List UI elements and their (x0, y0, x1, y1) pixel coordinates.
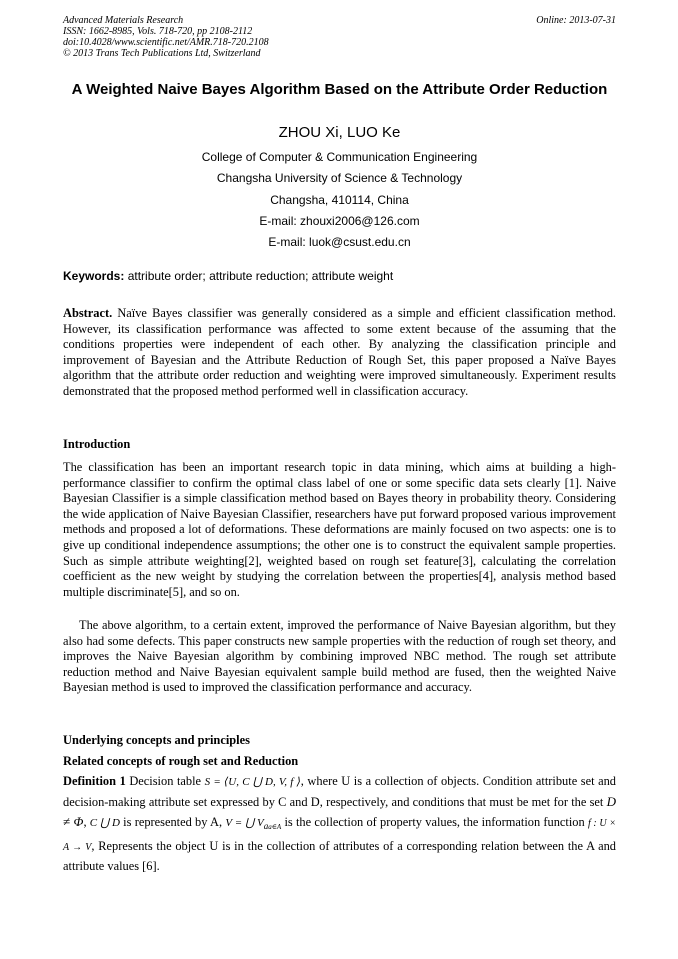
math-value-set-main: V = ⋃ V (225, 817, 264, 829)
abstract-label: Abstract. (63, 306, 113, 320)
introduction-heading: Introduction (63, 437, 131, 451)
affiliation-city: Changsha, 410114, China (270, 193, 409, 207)
definition-text-3: is represented by A, (119, 815, 226, 829)
math-value-subscript: a (263, 821, 269, 832)
definition-text-1: Decision table (125, 774, 205, 788)
concepts-subheading: Related concepts of rough set and Reduction (63, 754, 299, 768)
affiliation-university: Changsha University of Science & Technology (216, 171, 463, 185)
definition-label: Definition 1 (63, 774, 126, 788)
authors: ZHOU Xi, LUO Ke (278, 124, 401, 141)
online-date: Online: 2013-07-31 (536, 15, 616, 26)
paper-title: A Weighted Naive Bayes Algorithm Based on the Attribute Order Reduction (71, 81, 608, 98)
abstract (63, 306, 616, 400)
definition-text-4: is the collection of property values, the information function (281, 815, 588, 829)
copyright: © 2013 Trans Tech Publications Ltd, Switzerland (63, 48, 261, 59)
abstract-text: Naïve Bayes classifier was generally considered as a simple and efficient classification method. However, its classification performance was affected to some extent because of the assuming that the conditions properties were independent of each other. By analyzing the classification principle and improvement of Bayesian and the Attribute Reduction of Rough Set, this paper proposed a Naïve Bayes algorithm that the attribute order reduction and weighting were improved simultaneously. Experiment results demonstrated that the proposed method performed well in classification accuracy. (63, 306, 616, 398)
concepts-heading: Underlying concepts and principles (63, 733, 250, 747)
doi[interactable]: doi:10.4028/www.scientific.net/AMR.718-720.2108 (63, 37, 269, 48)
comma: , (83, 815, 90, 829)
definition-text-5: , Represents the object U is in the collection of attributes of a corresponding relation between the A and attribute values [6]. (63, 839, 616, 874)
issn: ISSN: 1662-8985, Vols. 718-720, pp 2108-2112 (63, 26, 253, 37)
math-value-set (225, 817, 282, 832)
keywords (63, 269, 616, 283)
definition-text-2: , where U is a collection of objects. Condition attribute set and decision-making attribute set expressed by C and D, respectively, and conditions that must be met for the set (63, 774, 616, 809)
math-value-union-index: a∈A (268, 823, 282, 832)
introduction-paragraph-2: The above algorithm, to a certain extent, improved the performance of Naive Bayesian algorithm, but they also had some defects. This paper constructs new sample properties with the reduction of rough set theory, and improves the Naive Bayesian algorithm by combining improved NBC method. The rough set attribute reduction method and Naive Bayesian equivalent sample build method are fused, then the weighted Naive Bayesian method is used to improved the classification performance and accuracy. (63, 618, 616, 695)
math-d-not-empty: D ≠ Φ (63, 794, 616, 829)
definition-1 (63, 772, 616, 876)
math-info-function: f : U × A → V (63, 818, 617, 854)
math-decision-table: S = ⟨U, C ⋃ D, V, f ⟩ (204, 776, 301, 788)
keywords-label: Keywords: (63, 269, 125, 283)
keywords-text: attribute order; attribute reduction; attribute weight (124, 269, 394, 283)
journal-name: Advanced Materials Research (63, 15, 184, 26)
affiliation-college: College of Computer & Communication Engineering (201, 150, 478, 164)
math-c-union-d: C ⋃ D (89, 817, 120, 829)
journal-header (63, 15, 616, 59)
introduction-paragraph-1: The classification has been an important research topic in data mining, which aims at building a high-performance classifier to confirm the optimal class label of one or some specific data sets clearly [1]. Naive Bayesian Classifier is a simple classification method based on Bayes theory in probability theory. Considering the wide application of Naive Bayesian Classifier, researchers have put forward proposed various improvement methods and proposed a lot of deformations. These deformations are mainly focused on two aspects: one is to give up conditional independence assumptions; the other one is to construct the equivalent sample properties. Such as simple attribute weighting[2], weighted based on rough set feature[3], calculating the correlation coefficient as the new weight by studying the correlation between the properties[4], analysis method based multiple discriminate[5], and so on. (63, 460, 616, 599)
email-2[interactable]: E-mail: luok@csust.edu.cn (268, 235, 411, 249)
email-1[interactable]: E-mail: zhouxi2006@126.com (259, 214, 420, 228)
